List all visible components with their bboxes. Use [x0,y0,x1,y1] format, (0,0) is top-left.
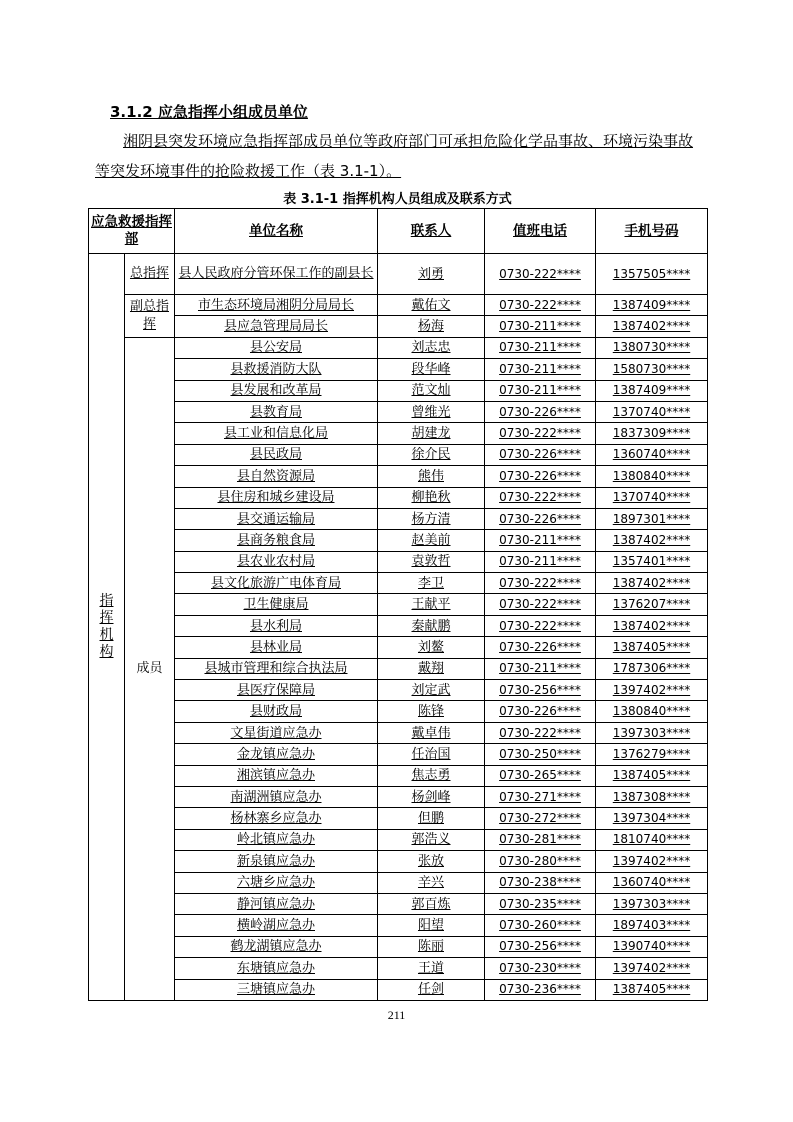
unit-cell: 县商务粮食局 [175,530,378,551]
table-row [89,786,708,807]
contact-cell: 戴佑文 [378,295,485,316]
unit-cell: 杨林寨乡应急办 [175,808,378,829]
duty-phone-cell: 0730-222**** [485,254,596,295]
table-row [89,466,708,487]
table-row [89,337,708,358]
duty-phone-cell: 0730-226**** [485,701,596,722]
duty-phone-cell: 0730-256**** [485,680,596,701]
unit-cell: 县应急管理局局长 [175,316,378,337]
unit-cell: 岭北镇应急办 [175,829,378,850]
table-row [89,851,708,872]
duty-phone-cell: 0730-256**** [485,936,596,957]
contact-cell: 刘勇 [378,254,485,295]
unit-cell: 县发展和改革局 [175,380,378,401]
contact-cell: 陈丽 [378,936,485,957]
table-row [89,958,708,979]
role-deputy-cell: 副总指挥 [125,295,175,338]
mobile-cell: 1390740**** [596,936,708,957]
mobile-cell: 1810740**** [596,829,708,850]
mobile-cell: 1387405**** [596,979,708,1000]
duty-phone-cell: 0730-272**** [485,808,596,829]
contact-cell: 任剑 [378,979,485,1000]
mobile-cell: 1787306**** [596,658,708,679]
unit-cell: 三塘镇应急办 [175,979,378,1000]
table-row [89,915,708,936]
mobile-cell: 1380840**** [596,701,708,722]
unit-cell: 六塘乡应急办 [175,872,378,893]
unit-cell: 县工业和信息化局 [175,423,378,444]
duty-phone-cell: 0730-226**** [485,637,596,658]
unit-cell: 金龙镇应急办 [175,744,378,765]
mobile-cell: 1357401**** [596,551,708,572]
table-row [89,444,708,465]
mobile-cell: 1360740**** [596,444,708,465]
table-row [89,637,708,658]
table-row [89,701,708,722]
unit-cell: 南湖洲镇应急办 [175,786,378,807]
contact-cell: 袁敦哲 [378,551,485,572]
unit-cell: 鹤龙湖镇应急办 [175,936,378,957]
contact-cell: 范文灿 [378,380,485,401]
header-unit: 单位名称 [175,209,378,254]
table-row [89,316,708,337]
table-caption: 表 3.1-1 指挥机构人员组成及联系方式 [283,192,512,207]
table-row [89,765,708,786]
contact-cell: 李卫 [378,573,485,594]
duty-phone-cell: 0730-211**** [485,530,596,551]
mobile-cell: 1387402**** [596,530,708,551]
table-row [89,508,708,529]
section-heading: 3.1.2 应急指挥小组成员单位 [110,103,308,121]
table-row [89,680,708,701]
table-row [89,254,708,295]
duty-phone-cell: 0730-230**** [485,958,596,979]
contact-cell: 焦志勇 [378,765,485,786]
table-row [89,423,708,444]
unit-cell: 县水利局 [175,615,378,636]
unit-cell: 县救援消防大队 [175,359,378,380]
table-row [89,551,708,572]
unit-cell: 东塘镇应急办 [175,958,378,979]
table-row [89,615,708,636]
contact-cell: 张放 [378,851,485,872]
unit-cell: 县林业局 [175,637,378,658]
unit-cell: 县交通运输局 [175,508,378,529]
contact-cell: 赵美前 [378,530,485,551]
mobile-cell: 1897403**** [596,915,708,936]
contact-cell: 郭百炼 [378,893,485,914]
duty-phone-cell: 0730-211**** [485,359,596,380]
mobile-cell: 1376207**** [596,594,708,615]
unit-cell: 县住房和城乡建设局 [175,487,378,508]
contact-cell: 辛兴 [378,872,485,893]
unit-cell: 市生态环境局湘阴分局局长 [175,295,378,316]
header-dept: 应急救援指挥部 [89,209,175,254]
table-row [89,744,708,765]
contact-cell: 戴翔 [378,658,485,679]
table-header-row [89,209,708,254]
contact-cell: 曾维光 [378,401,485,422]
mobile-cell: 1387409**** [596,295,708,316]
duty-phone-cell: 0730-280**** [485,851,596,872]
contact-cell: 熊伟 [378,466,485,487]
duty-phone-cell: 0730-222**** [485,295,596,316]
unit-cell: 静河镇应急办 [175,893,378,914]
unit-cell: 县农业农村局 [175,551,378,572]
intro-paragraph [95,126,700,186]
contact-cell: 胡建龙 [378,423,485,444]
duty-phone-cell: 0730-222**** [485,594,596,615]
mobile-cell: 1397402**** [596,958,708,979]
table-row [89,487,708,508]
duty-phone-cell: 0730-211**** [485,551,596,572]
contact-cell: 刘鳌 [378,637,485,658]
unit-cell: 县财政局 [175,701,378,722]
table-row [89,380,708,401]
duty-phone-cell: 0730-211**** [485,380,596,401]
contact-cell: 王道 [378,958,485,979]
table-row [89,658,708,679]
contact-cell: 柳艳秋 [378,487,485,508]
unit-cell: 县公安局 [175,337,378,358]
contact-cell: 刘定武 [378,680,485,701]
duty-phone-cell: 0730-236**** [485,979,596,1000]
duty-phone-cell: 0730-211**** [485,337,596,358]
duty-phone-cell: 0730-226**** [485,401,596,422]
duty-phone-cell: 0730-235**** [485,893,596,914]
unit-cell: 卫生健康局 [175,594,378,615]
mobile-cell: 1357505**** [596,254,708,295]
table-row [89,594,708,615]
mobile-cell: 1360740**** [596,872,708,893]
table-row [89,359,708,380]
duty-phone-cell: 0730-222**** [485,615,596,636]
duty-phone-cell: 0730-222**** [485,573,596,594]
mobile-cell: 1380840**** [596,466,708,487]
mobile-cell: 1397303**** [596,893,708,914]
duty-phone-cell: 0730-238**** [485,872,596,893]
contact-cell: 杨海 [378,316,485,337]
unit-cell: 县自然资源局 [175,466,378,487]
mobile-cell: 1380730**** [596,337,708,358]
header-mobile: 手机号码 [596,209,708,254]
role-chief-cell: 总指挥 [125,254,175,295]
contact-cell: 任治国 [378,744,485,765]
mobile-cell: 1387308**** [596,786,708,807]
mobile-cell: 1897301**** [596,508,708,529]
mobile-cell: 1397304**** [596,808,708,829]
contact-cell: 徐介民 [378,444,485,465]
table-row [89,808,708,829]
mobile-cell: 1387402**** [596,316,708,337]
contact-cell: 刘志忠 [378,337,485,358]
mobile-cell: 1397402**** [596,680,708,701]
mobile-cell: 1387402**** [596,573,708,594]
unit-cell: 湘滨镇应急办 [175,765,378,786]
contact-cell: 戴卓伟 [378,722,485,743]
mobile-cell: 1370740**** [596,401,708,422]
mobile-cell: 1387405**** [596,637,708,658]
mobile-cell: 1397303**** [596,722,708,743]
duty-phone-cell: 0730-211**** [485,316,596,337]
header-duty-phone: 值班电话 [485,209,596,254]
contact-cell: 杨方清 [378,508,485,529]
unit-cell: 县人民政府分管环保工作的副县长 [175,254,378,295]
duty-phone-cell: 0730-222**** [485,487,596,508]
table-body [89,254,708,1001]
unit-cell: 文星街道应急办 [175,722,378,743]
table-row [89,401,708,422]
table-row [89,872,708,893]
table-row [89,722,708,743]
table-row [89,936,708,957]
duty-phone-cell: 0730-211**** [485,658,596,679]
duty-phone-cell: 0730-271**** [485,786,596,807]
mobile-cell: 1837309**** [596,423,708,444]
mobile-cell: 1387409**** [596,380,708,401]
table-row [89,295,708,316]
unit-cell: 县文化旅游广电体育局 [175,573,378,594]
duty-phone-cell: 0730-222**** [485,423,596,444]
unit-cell: 新泉镇应急办 [175,851,378,872]
contact-cell: 陈锋 [378,701,485,722]
unit-cell: 县医疗保障局 [175,680,378,701]
table-row [89,829,708,850]
duty-phone-cell: 0730-265**** [485,765,596,786]
mobile-cell: 1387402**** [596,615,708,636]
unit-cell: 横岭湖应急办 [175,915,378,936]
duty-phone-cell: 0730-226**** [485,508,596,529]
unit-cell: 县民政局 [175,444,378,465]
table-row [89,979,708,1000]
contact-table [88,208,708,1001]
mobile-cell: 1580730**** [596,359,708,380]
contact-cell: 郭浩义 [378,829,485,850]
duty-phone-cell: 0730-222**** [485,722,596,743]
duty-phone-cell: 0730-281**** [485,829,596,850]
group-label-cell: 指挥机构 [89,254,125,1001]
page-number: 211 [387,1008,406,1022]
duty-phone-cell: 0730-250**** [485,744,596,765]
duty-phone-cell: 0730-260**** [485,915,596,936]
duty-phone-cell: 0730-226**** [485,444,596,465]
duty-phone-cell: 0730-226**** [485,466,596,487]
header-contact: 联系人 [378,209,485,254]
mobile-cell: 1387405**** [596,765,708,786]
mobile-cell: 1397402**** [596,851,708,872]
role-member-cell: 成员 [125,337,175,1000]
contact-cell: 段华峰 [378,359,485,380]
contact-cell: 秦献鹏 [378,615,485,636]
mobile-cell: 1376279**** [596,744,708,765]
contact-cell: 王献平 [378,594,485,615]
table-row [89,530,708,551]
contact-cell: 阳望 [378,915,485,936]
intro-paragraph-text: 湘阴县突发环境应急指挥部成员单位等政府部门可承担危险化学品事故、环境污染事故等突发环境事件的抢险救援工作（表 3.1-1）。 [95,132,694,180]
mobile-cell: 1370740**** [596,487,708,508]
unit-cell: 县教育局 [175,401,378,422]
contact-cell: 但鹏 [378,808,485,829]
contact-cell: 杨剑峰 [378,786,485,807]
unit-cell: 县城市管理和综合执法局 [175,658,378,679]
table-row [89,573,708,594]
table-row [89,893,708,914]
